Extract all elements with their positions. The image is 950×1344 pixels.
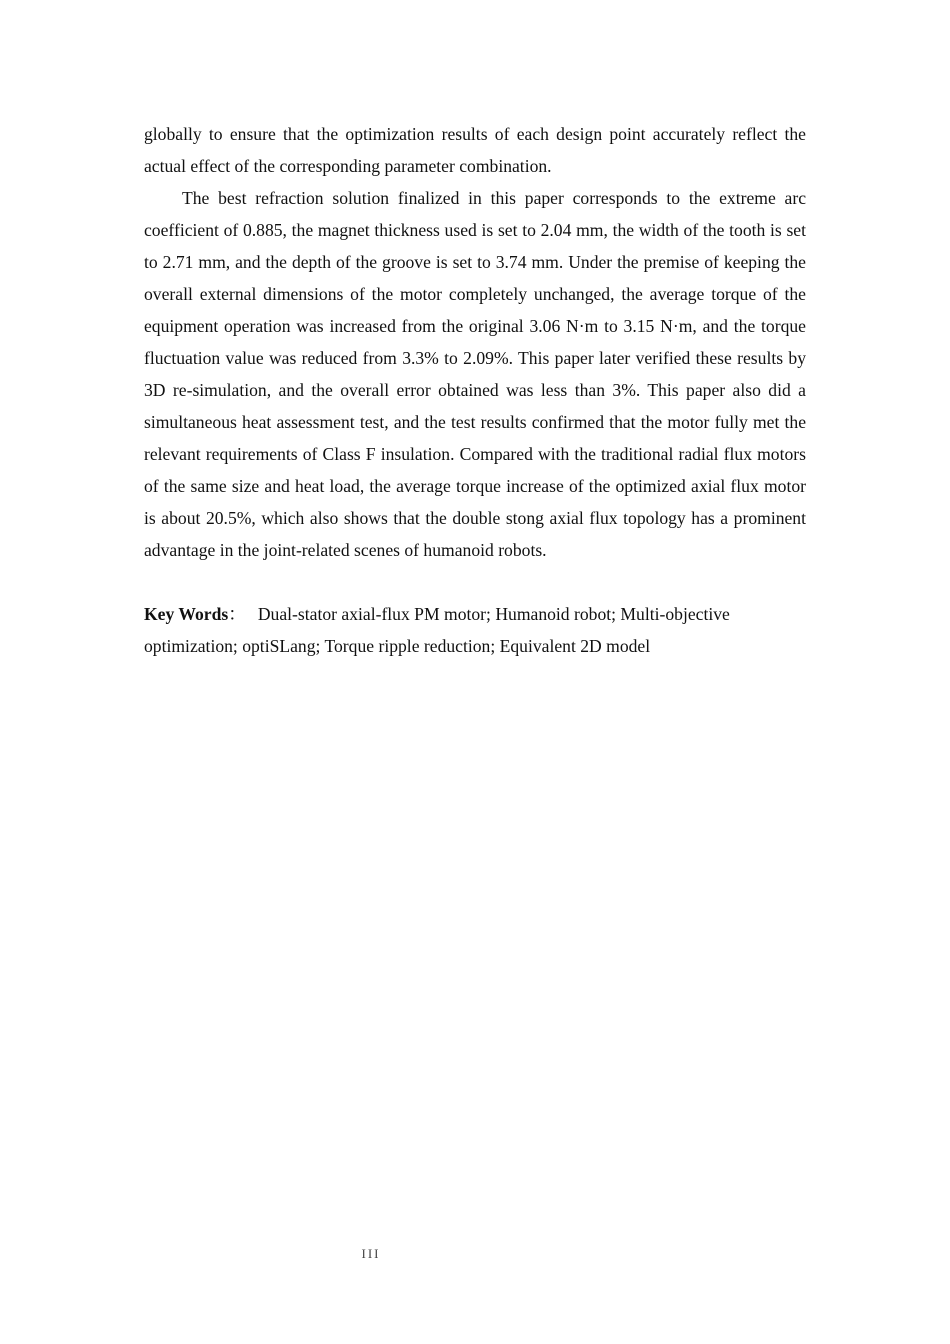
keywords-label: Key Words <box>144 604 229 624</box>
keywords-text: Dual-stator axial-flux PM motor; Humanoid robot; Multi-objective optimization; optiSLang; Torque ripple reduction; Equivalent 2D model <box>144 604 730 656</box>
keywords-separator: ： <box>228 604 246 624</box>
abstract-paragraph-results: The best refraction solution finalized in this paper corresponds to the extreme arc coefficient of 0.885, the magnet thickness used is set to 2.04 mm, the width of the tooth is set to 2.71 mm, and the depth of the groove is set to 3.74 mm. Under the premise of keeping the overall external dimensions of the motor completely unchanged, the average torque of the equipment operation was increased from the original 3.06 N·m to 3.15 N·m, and the torque fluctuation value was reduced from 3.3% to 2.09%. This paper later verified these results by 3D re-simulation, and the overall error obtained was less than 3%. This paper also did a simultaneous heat assessment test, and the test results confirmed that the motor fully met the relevant requirements of Class F insulation. Compared with the traditional radial flux motors of the same size and heat load, the average torque increase of the optimized axial flux motor is about 20.5%, which also shows that the double stong axial flux topology has a prominent advantage in the joint-related scenes of humanoid robots. <box>144 188 806 560</box>
abstract-paragraph-continued: globally to ensure that the optimization results of each design point accurately reflect the actual effect of the corresponding parameter combination. <box>144 124 806 176</box>
page-number: III <box>361 1246 381 1261</box>
keywords-line <box>144 598 806 662</box>
abstract-body <box>144 118 806 662</box>
